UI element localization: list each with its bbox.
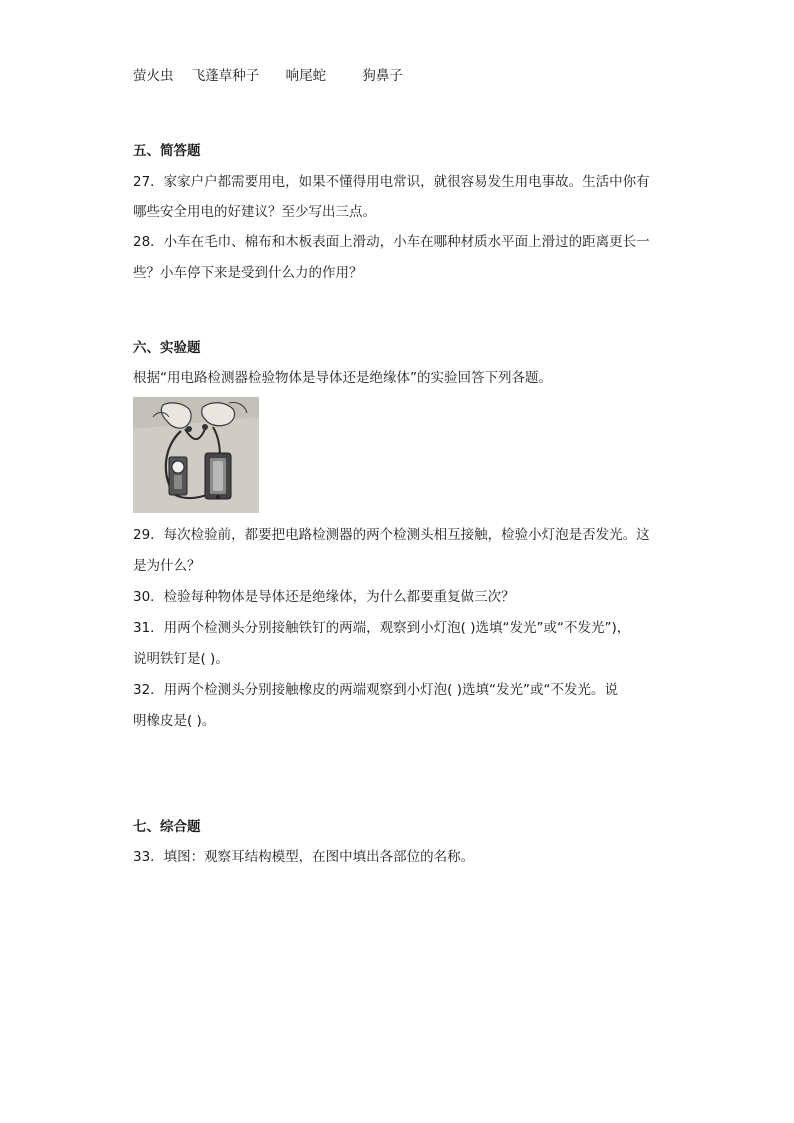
word-3: 响尾蛇: [285, 68, 327, 84]
word-4: 狗鼻子: [362, 68, 403, 84]
word-1: 萤火虫: [133, 68, 174, 84]
question-29-line-1: 29．每次检验前，都要把电路检测器的两个检测头相互接触，检验小灯泡是否发光。这: [133, 527, 650, 543]
question-28-line-2: 些？小车停下来是受到什么力的作用？: [133, 265, 363, 281]
question-28-line-1: 28．小车在毛巾、棉布和木板表面上滑动，小车在哪种材质水平面上滑过的距离更长一: [133, 234, 650, 250]
question-27-line-2: 哪些安全用电的好建议？至少写出三点。: [133, 204, 376, 220]
question-31-line-1: 31．用两个检测头分别接触铁钉的两端，观察到小灯泡( )选填“发光”或“不发光”)，: [133, 620, 631, 636]
circuit-tester-photo: [133, 397, 259, 513]
section-7-heading: 七、综合题: [133, 819, 201, 835]
question-27-line-1: 27．家家户户都需要用电，如果不懂得用电常识，就很容易发生用电事故。生活中你有: [133, 174, 650, 190]
question-31-line-2: 说明铁钉是( )。: [133, 651, 229, 667]
circuit-tester-illustration: [133, 397, 259, 513]
section-6-heading: 六、实验题: [133, 340, 201, 356]
question-30: 30．检验每种物体是导体还是绝缘体，为什么都要重复做三次？: [133, 589, 515, 605]
word-2: 飞蓬草种子: [191, 68, 260, 84]
question-32-line-2: 明橡皮是( )。: [133, 713, 216, 729]
section-6-intro: 根据“用电路检测器检验物体是导体还是绝缘体”的实验回答下列各题。: [133, 370, 552, 386]
question-29-line-2: 是为什么？: [133, 558, 201, 574]
question-33: 33．填图：观察耳结构模型，在图中填出各部位的名称。: [133, 849, 475, 865]
question-32-line-1: 32．用两个检测头分别接触橡皮的两端观察到小灯泡( )选填“发光”或“不发光。说: [133, 682, 618, 698]
section-5-heading: 五、简答题: [133, 143, 201, 159]
word-row: [133, 67, 403, 85]
